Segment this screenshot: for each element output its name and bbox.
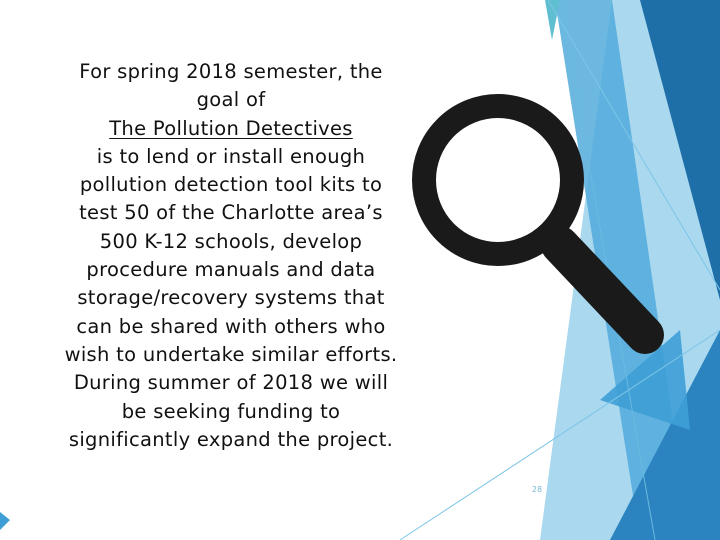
body-line: is to lend or install enough xyxy=(96,144,366,168)
body-line: significantly expand the project. xyxy=(68,427,394,451)
body-line: pollution detection tool kits to xyxy=(79,173,383,197)
body-line: can be shared with others who xyxy=(76,314,386,338)
body-line: procedure manuals and data xyxy=(86,258,376,282)
body-line: wish to undertake similar efforts. xyxy=(64,342,398,366)
body-line: goal of xyxy=(196,88,266,112)
slide-number: 28 xyxy=(531,485,543,494)
body-line: test 50 of the Charlotte area’s xyxy=(79,201,383,225)
project-title: The Pollution Detectives xyxy=(109,116,353,140)
body-line: storage/recovery systems that xyxy=(77,286,385,310)
body-line: be seeking funding to xyxy=(121,399,341,423)
body-line: During summer of 2018 we will xyxy=(73,371,389,395)
body-line: For spring 2018 semester, the xyxy=(79,60,383,83)
body-line: 500 K-12 schools, develop xyxy=(99,229,363,253)
body-text xyxy=(48,58,414,454)
